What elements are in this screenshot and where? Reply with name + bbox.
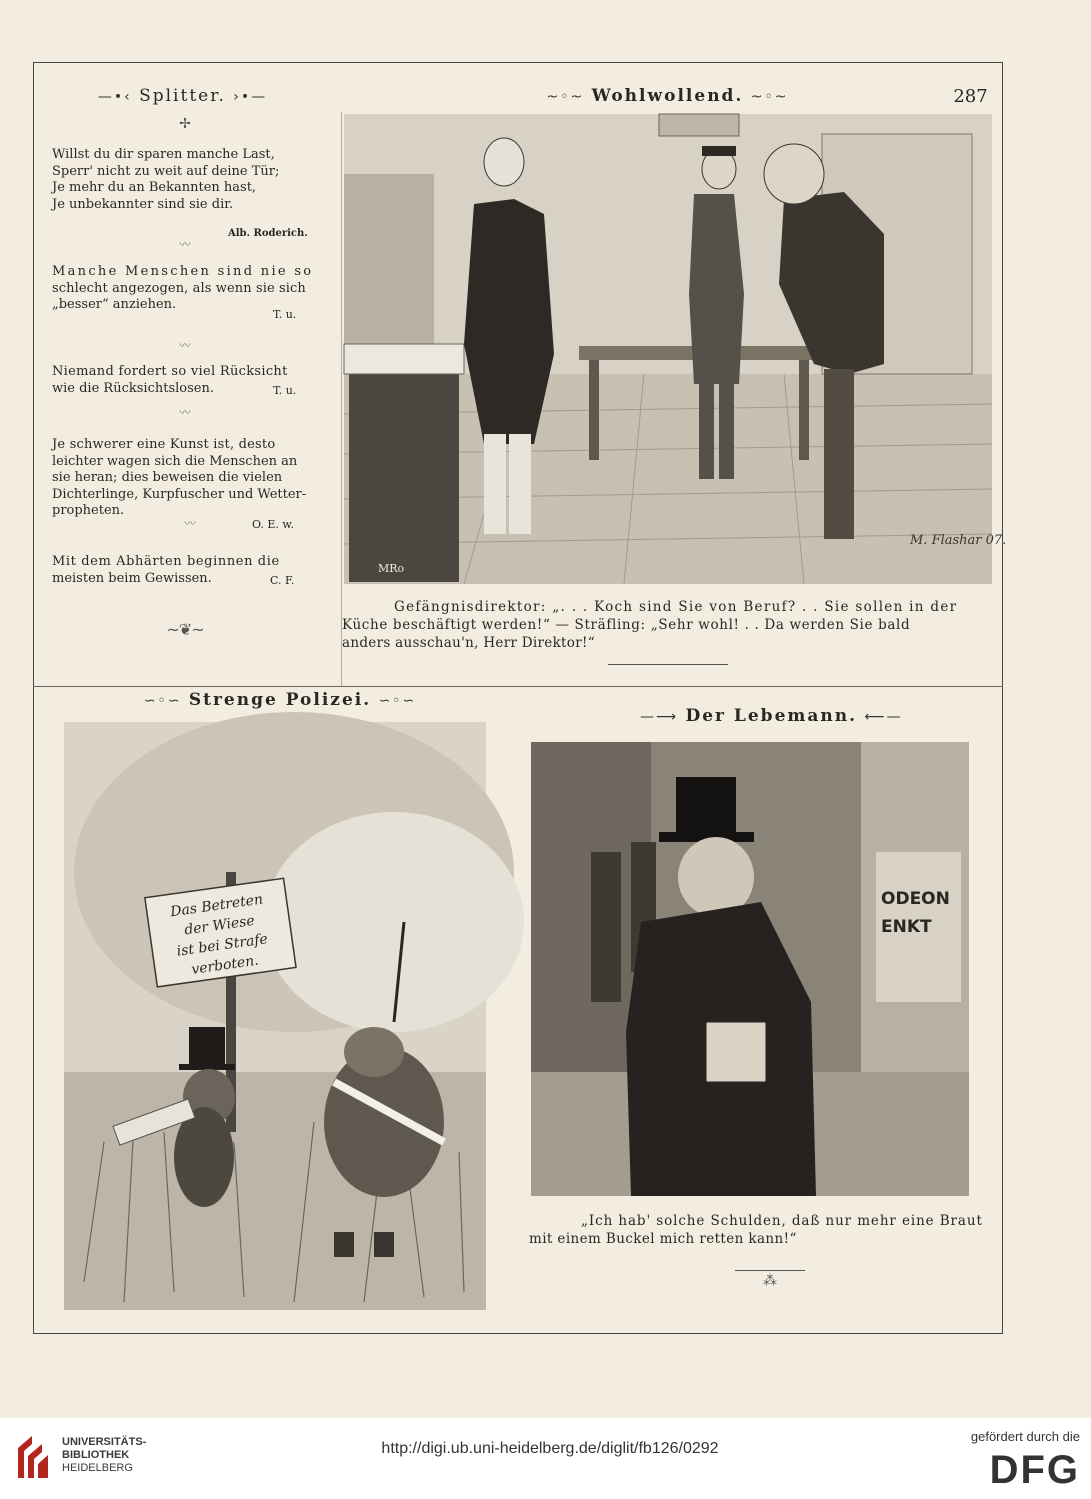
library-name-line: HEIDELBERG	[62, 1462, 133, 1474]
caption-line: anders ausschau'n, Herr Direktor!“	[342, 635, 595, 651]
sign-line: verboten.	[190, 952, 260, 978]
caption-line: Gefängnisdirektor: „. . . Koch sind Sie von Beruf? . . Sie sollen in der	[394, 599, 958, 615]
caption-end-rule	[608, 664, 728, 665]
aphorism-3-author: T. u.	[273, 384, 297, 397]
ornament-left-icon: —•‹	[97, 89, 132, 105]
library-logo[interactable]	[14, 1434, 184, 1482]
library-name	[62, 1436, 146, 1475]
aphorism-line: wie die Rücksichtslosen.	[52, 380, 214, 396]
library-name-line: BIBLIOTHEK	[62, 1449, 130, 1461]
wohlwollend-title: Wohlwollend.	[591, 86, 744, 106]
aphorism-line: „besser“ anziehen.	[52, 297, 177, 312]
flourish-left-icon: ~◦~	[546, 89, 585, 105]
aphorism-line: Manche Menschen sind nie so	[52, 264, 314, 279]
poem-line: Willst du dir sparen manche Last,	[52, 147, 275, 162]
strenge-polizei-header	[130, 690, 430, 710]
aphorism-line: propheten.	[52, 503, 125, 518]
poem-line: Je unbekannter sind sie dir.	[52, 196, 234, 212]
end-sunburst-icon: ⁂	[735, 1270, 805, 1289]
strenge-polizei-illustration	[64, 722, 486, 1310]
aphorism-line: Dichterlinge, Kurpfuscher und Wetter-	[52, 486, 307, 502]
library-logo-icon	[14, 1434, 50, 1482]
funding-text: gefördert durch die	[970, 1429, 1080, 1444]
flourish-right-icon: ~◦~	[750, 89, 789, 105]
tilde-separator-icon: 〰	[179, 339, 191, 352]
aphorism-line: Niemand fordert so viel Rücksicht	[52, 364, 288, 379]
tilde-separator-icon: 〰	[184, 517, 196, 530]
aphorism-line: schlecht angezogen, als wenn sie sich	[52, 280, 306, 296]
aphorism-line: Mit dem Abhärten beginnen die	[52, 554, 280, 569]
aphorism-line: leichter wagen sich die Menschen an	[52, 453, 298, 469]
page-number: 287	[953, 86, 988, 107]
end-ornament-icon: ~❦~	[166, 620, 204, 639]
arrow-left-icon: —⟶	[640, 709, 679, 725]
sign-line: Das Betreten	[169, 891, 264, 921]
splitter-ornament-icon: ✢	[179, 116, 191, 132]
poem-block	[52, 147, 322, 213]
aphorism-2-author: T. u.	[273, 308, 297, 321]
section-divider	[33, 686, 1003, 687]
arrow-right-icon: ⟵—	[864, 709, 903, 725]
aphorism-5-author: C. F.	[270, 574, 295, 587]
library-name-line: UNIVERSITÄTS-	[62, 1436, 147, 1448]
strenge-polizei-title: Strenge Polizei.	[188, 690, 372, 710]
splitter-title: Splitter.	[139, 86, 226, 106]
dfg-logo[interactable]: DFG	[989, 1448, 1080, 1492]
aphorism-line: Je schwerer eine Kunst ist, desto	[52, 437, 276, 452]
artist-signature: M. Flashar 07.	[910, 533, 1007, 548]
lebemann-caption	[529, 1212, 993, 1248]
poem-line: Sperr' nicht zu weit auf deine Tür;	[52, 163, 280, 179]
wohlwollend-illustration	[344, 114, 1007, 584]
viewer-footer	[0, 1418, 1091, 1499]
sign-line: der Wiese	[183, 912, 256, 939]
aphorism-4	[52, 437, 320, 520]
poem-line: Je mehr du an Bekannten hast,	[52, 180, 257, 195]
aphorism-line: sie heran; dies beweisen die vielen	[52, 470, 283, 485]
ornament-right-icon: ›•—	[233, 89, 268, 105]
caption-line: Küche beschäftigt werden!“ — Sträfling: „Sehr wohl! . . Da werden Sie bald	[342, 617, 911, 633]
aphorism-2	[52, 264, 320, 314]
header-left	[90, 86, 275, 106]
lebemann-illustration	[531, 742, 969, 1196]
tilde-separator-icon: 〰	[179, 238, 191, 251]
sign-line: ist bei Strafe	[175, 931, 269, 960]
header-center	[535, 86, 800, 106]
document-url[interactable]: http://digi.ub.uni-heidelberg.de/diglit/fb126/0292	[381, 1440, 719, 1457]
poem-author: Alb. Roderich.	[228, 228, 308, 239]
poster-text: ENKT	[881, 917, 932, 937]
lebemann-header	[640, 706, 903, 726]
flourish-right-icon: ∽◦∽	[378, 693, 417, 709]
tilde-separator-icon: 〰	[179, 406, 191, 419]
wohlwollend-caption	[342, 598, 992, 652]
caption-line: mit einem Buckel mich retten kann!“	[529, 1231, 797, 1247]
aphorism-4-author: O. E. w.	[252, 518, 294, 531]
illustration-monogram: MRo	[378, 562, 405, 575]
poster-text: ODEON	[881, 889, 950, 909]
aphorism-line: meisten beim Gewissen.	[52, 570, 212, 586]
flourish-left-icon: ∽◦∽	[143, 693, 182, 709]
lebemann-title: Der Lebemann.	[685, 706, 858, 726]
caption-line: „Ich hab' solche Schulden, daß nur mehr eine Braut	[581, 1213, 983, 1229]
